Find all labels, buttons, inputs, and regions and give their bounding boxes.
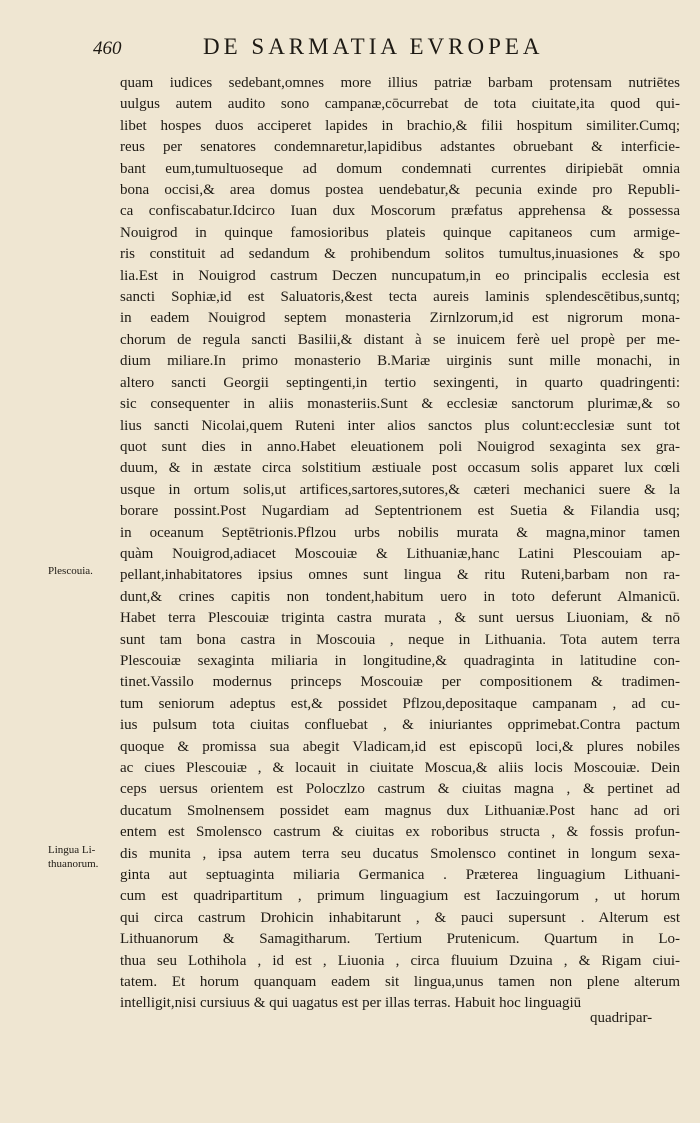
text-line: Nouigrod in quinque famosioribus plateis quinque capitaneos cum armige- — [120, 224, 680, 241]
text-line: dunt,& crines capitis non tondent,habitum uero in toto deferunt Almanicū. — [120, 588, 680, 605]
text-line: lia.Est in Nouigrod castrum Deczen nuncupatum,in eo principalis ecclesia est — [120, 267, 680, 284]
text-line: tinet.Vassilo modernus princeps Moscouiæ per compositionem & tradimen- — [120, 674, 680, 691]
text-line: duum, & in æstate circa solstitium æstiuale post occasum solis apparet lux cœli — [120, 460, 680, 477]
text-line: quàm Nouigrod,adiacet Moscouiæ & Lithuaniæ,hanc Latini Plescouiam ap- — [120, 545, 680, 562]
text-line: ac ciues Plescouiæ , & locauit in ciuitate Moscua,& aliis locis Moscouiæ. Dein — [120, 760, 680, 776]
text-line: ca confiscabatur.Idcirco Iuan dux Moscorum præfatus apprehensa & possessa — [120, 203, 680, 220]
body-text — [120, 73, 680, 1015]
text-line: entem est Smolensco castrum & ciuitas ex roboribus structa , & fossis profun- — [120, 824, 680, 841]
text-line: Plescouiæ sexaginta miliaria in longitudine,& quadraginta in latitudine con- — [120, 652, 680, 669]
text-line: dium miliare.In primo monasterio B.Mariæ uirginis sunt mille monachi, in — [120, 353, 680, 370]
text-line: sancti Sophiæ,id est Saluatoris,&est tecta aureis laminis splendescētibus,suntq; — [120, 289, 680, 306]
text-line: quot sunt dies in anno.Habet eleuationem poli Nouigrod sexaginta sex gra- — [120, 438, 680, 455]
text-line: thua seu Lothihola , id est , Liuonia , circa fluuium Dzuina , & Rigam ciui- — [120, 952, 680, 969]
margin-note-plescouia — [48, 564, 93, 578]
text-line: quoque & promissa sua abegit Vladicam,id est episcopū loci,& plures nobiles — [120, 738, 680, 755]
text-line: ius pulsum tota ciuitas confluebat , & iniuriantes opprimebat.Contra pactum — [120, 717, 680, 734]
text-line: Habet terra Plescouiæ triginta castra murata , & sunt uersus Liuoniam, & nō — [120, 610, 680, 627]
text-line: chorum de regula sancti Basilii,& distant à se inuicem ferè uel propè per me- — [120, 331, 680, 348]
catchword: quadripar- — [590, 1010, 653, 1026]
text-line: tatem. Et horum quanquam eadem sit lingua,unus tamen non plene alterum — [120, 974, 680, 991]
text-line: ginta aut septuaginta miliaria Germanica . Præterea linguagium Lithuani- — [120, 867, 680, 884]
margin-note-line: thuanorum. — [48, 858, 99, 870]
text-line: usque in ortum solis,ut artifices,sartores,sutores,& cæteri mechanici suere & la — [120, 481, 680, 498]
text-line: borare possint.Post Nugardiam ad Septentrionem est Suetia & Filandia usq; — [120, 503, 680, 520]
text-line: altero sancti Georgii septingenti,in tertio sexingenti, in quarto quadringenti: — [120, 374, 680, 391]
text-line: quam iudices sedebant,omnes more illius patriæ barbam protensam nutriētes — [120, 75, 680, 91]
text-line: bant eum,tumultuoseque ad domum condemnati currentes diripiebāt omnia — [120, 160, 680, 177]
text-line: ducatum Smolnensem possidet eam magnus dux Lithuaniæ.Post hanc ad ori — [120, 802, 680, 819]
text-line: intelligit,nisi cursiuus & qui uagatus est per illas terras. Habuit hoc linguagiū — [120, 995, 582, 1012]
text-line: in eadem Nouigrod septem monasteria Zirnlzorum,id est nigrorum mona- — [120, 310, 680, 327]
running-head: DE SARMATIA EVROPEA — [203, 34, 544, 59]
margin-note-text: Plescouia. — [48, 565, 93, 577]
text-line: qui circa castrum Drohicin inhabitarunt , & pauci supersunt . Alterum est — [120, 909, 680, 926]
text-line: sic consequenter in aliis monasteriis.Sunt & ecclesiæ sanctorum plurimæ,& so — [120, 396, 680, 413]
text-line: reus per senatores condemnaretur,lapidibus adstantes obruebant & interficie- — [120, 139, 680, 156]
text-line: dis munita , ipsa autem terra seu ducatus Smolensco continet in longum sexa- — [120, 845, 680, 862]
text-line: ceps uersus orientem est Poloczlzo castrum & ciuitas magna , & pertinet ad — [120, 781, 680, 798]
text-line: uulgus autem audito sono campanæ,cōcurrebat de tota ciuitate,ita quod qui- — [120, 96, 680, 113]
text-line: in oceanum Septētrionis.Pflzou urbs nobilis murata & magna,minor tamen — [120, 524, 680, 541]
text-line: libet hospes duos acciperet lapides in brachio,& filii hospitum similiter.Cumq; — [120, 117, 680, 134]
text-line: ris constituit ad sedandum & prohibendum solitos tumultus,inuasiones & spo — [120, 246, 680, 263]
text-line: sunt tam bona castra in Moscouia , neque in Lithuania. Tota autem terra — [120, 631, 680, 648]
margin-note-lingua-lithuanorum — [48, 843, 98, 871]
text-line: lius sancti Nicolai,quem Ruteni inter alios sanctos plus colunt:ecclesiæ sunt tot — [120, 417, 680, 434]
text-line: pellant,inhabitatores ipsius omnes sunt lingua & ritu Ruteni,barbam non ra- — [120, 567, 680, 584]
text-line: Lithuanorum & Samagitharum. Tertium Prutenicum. Quartum in Lo- — [120, 931, 680, 948]
text-line: tum seniorum adeptus est,& possidet Pflzou,depositaque campanam , ad cu- — [120, 695, 680, 712]
text-line: cum est quadripartitum , primum linguagium est Iaczuingorum , ut horum — [120, 888, 680, 905]
margin-note-line: Lingua Li- — [48, 844, 96, 856]
text-line: bona occisi,& area domus postea uendebatur,& pecunia exinde pro Republi- — [120, 182, 680, 199]
page-number: 460 — [93, 38, 122, 59]
